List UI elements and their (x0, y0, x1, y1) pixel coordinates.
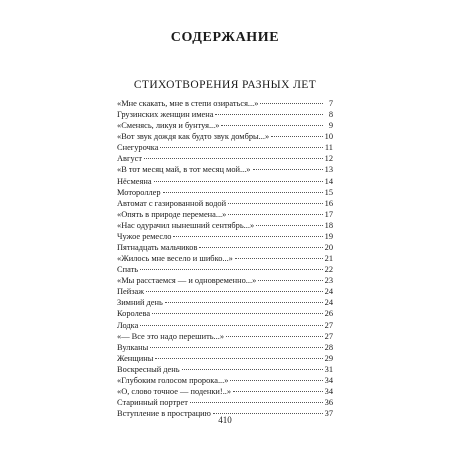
toc-entry-title: Август (117, 154, 143, 164)
toc-dot-leader (226, 336, 323, 337)
toc-dot-leader (260, 103, 323, 104)
table-of-contents (117, 98, 333, 419)
toc-entry[interactable] (117, 164, 333, 175)
toc-entry-page: 37 (324, 409, 333, 419)
toc-dot-leader (221, 125, 323, 126)
toc-entry[interactable] (117, 142, 333, 153)
toc-entry-page: 27 (324, 331, 333, 341)
toc-entry-page: 26 (324, 309, 333, 319)
toc-dot-leader (173, 236, 322, 237)
toc-dot-leader (190, 402, 323, 403)
toc-dot-leader (146, 291, 323, 292)
toc-entry-page: 24 (324, 298, 333, 308)
toc-entry-title: «Глубоким голосом пророка...» (117, 375, 229, 385)
toc-dot-leader (228, 214, 322, 215)
toc-entry-title: Королева (117, 309, 151, 319)
toc-dot-leader (253, 169, 323, 170)
toc-entry-page: 13 (324, 165, 333, 175)
toc-entry-title: «В тот месяц май, в тот месяц мой...» (117, 165, 251, 175)
toc-entry-page: 18 (324, 220, 333, 230)
toc-entry[interactable] (117, 176, 333, 187)
toc-entry-page: 36 (324, 398, 333, 408)
toc-entry-title: «Жилось мне весело и шибко...» (117, 254, 233, 264)
toc-entry-title: Вулканы (117, 342, 149, 352)
toc-entry[interactable] (117, 308, 333, 319)
toc-entry-title: Пятнадцать мальчиков (117, 243, 198, 253)
toc-entry-page: 28 (324, 342, 333, 352)
page-number: 410 (218, 415, 232, 425)
toc-dot-leader (233, 391, 323, 392)
toc-entry-page: 21 (324, 254, 333, 264)
toc-entry-page: 22 (324, 265, 333, 275)
toc-entry-page: 27 (324, 320, 333, 330)
toc-dot-leader (163, 192, 323, 193)
toc-entry-page: 11 (324, 143, 333, 153)
toc-entry[interactable] (117, 209, 333, 220)
toc-dot-leader (155, 358, 322, 359)
toc-dot-leader (150, 347, 322, 348)
toc-entry-title: Автомат с газированной водой (117, 198, 227, 208)
toc-entry-title: Снегурочка (117, 143, 159, 153)
toc-entry[interactable] (117, 353, 333, 364)
toc-entry-page: 16 (324, 198, 333, 208)
toc-entry[interactable] (117, 364, 333, 375)
toc-entry[interactable] (117, 231, 333, 242)
toc-entry[interactable] (117, 242, 333, 253)
toc-entry-page: 7 (328, 99, 333, 108)
toc-entry[interactable] (117, 375, 333, 386)
toc-entry-title: Нёсмеяна (117, 176, 152, 186)
toc-dot-leader (165, 302, 323, 303)
toc-entry-title: Старинный портрет (117, 398, 188, 408)
toc-entry-page: 20 (324, 243, 333, 253)
toc-entry-title: «Вот звук дождя как будто звук домбры...» (117, 132, 270, 142)
toc-entry-title: Женщины (117, 353, 154, 363)
toc-entry-page: 31 (324, 364, 333, 374)
toc-entry-page: 15 (324, 187, 333, 197)
toc-dot-leader (152, 313, 323, 314)
toc-entry[interactable] (117, 253, 333, 264)
toc-entry-title: Чужое ремесло (117, 231, 172, 241)
toc-entry[interactable] (117, 397, 333, 408)
toc-entry-page: 34 (324, 387, 333, 397)
toc-entry-page: 12 (324, 154, 333, 164)
toc-entry-title: Мотороллер (117, 187, 161, 197)
toc-entry-page: 24 (324, 287, 333, 297)
toc-entry[interactable] (117, 220, 333, 231)
toc-entry-title: Воскресный день (117, 364, 180, 374)
toc-dot-leader (235, 258, 323, 259)
toc-entry-page: 29 (324, 353, 333, 363)
toc-entry-title: «Опять в природе перемена...» (117, 209, 227, 219)
toc-entry[interactable] (117, 331, 333, 342)
toc-entry[interactable] (117, 342, 333, 353)
toc-entry[interactable] (117, 286, 333, 297)
toc-dot-leader (154, 181, 323, 182)
toc-entry-page: 17 (324, 209, 333, 219)
toc-entry-page: 23 (324, 276, 333, 286)
toc-entry-page: 10 (324, 132, 333, 142)
toc-entry[interactable] (117, 275, 333, 286)
toc-dot-leader (271, 136, 322, 137)
toc-entry[interactable] (117, 386, 333, 397)
toc-dot-leader (140, 269, 323, 270)
toc-entry-title: Грузинских женщин имена (117, 110, 214, 120)
toc-entry-page: 19 (324, 231, 333, 241)
toc-entry-title: «Нас одурачил нынешний сентябрь...» (117, 220, 255, 230)
toc-entry-page: 14 (324, 176, 333, 186)
toc-entry-title: Спать (117, 265, 139, 275)
toc-entry[interactable] (117, 320, 333, 331)
toc-entry-title: Зимний день (117, 298, 163, 308)
toc-dot-leader (256, 225, 322, 226)
toc-entry[interactable] (117, 297, 333, 308)
toc-entry-title: «— Все это надо перешить...» (117, 331, 225, 341)
toc-dot-leader (199, 247, 322, 248)
toc-entry[interactable] (117, 109, 333, 120)
toc-entry[interactable] (117, 187, 333, 198)
toc-entry-title: Лодка (117, 320, 139, 330)
page-title: СОДЕРЖАНИЕ (170, 30, 280, 45)
toc-dot-leader (144, 158, 323, 159)
toc-entry[interactable] (117, 198, 333, 209)
toc-dot-leader (160, 147, 322, 148)
toc-entry-page: 34 (324, 375, 333, 385)
toc-dot-leader (182, 369, 323, 370)
section-title: СТИХОТВОРЕНИЯ РАЗНЫХ ЛЕТ (133, 79, 317, 91)
toc-entry[interactable] (117, 98, 333, 109)
toc-dot-leader (215, 114, 323, 115)
toc-entry-page: 8 (328, 110, 333, 120)
toc-entry-page: 9 (328, 121, 333, 131)
toc-entry-title: «О, слово точное — поденки!..» (117, 387, 232, 397)
toc-entry[interactable] (117, 153, 333, 164)
toc-entry-title: Вступление в прострацию (117, 409, 211, 419)
toc-entry[interactable] (117, 264, 333, 275)
toc-dot-leader (230, 380, 322, 381)
toc-entry-title: «Мы расстаемся — и одновременно...» (117, 276, 257, 286)
toc-entry[interactable] (117, 131, 333, 142)
toc-entry-title: «Мне скакать, мне в степи озираться...» (117, 99, 259, 108)
toc-dot-leader (258, 280, 322, 281)
toc-entry[interactable] (117, 120, 333, 131)
toc-dot-leader (140, 325, 322, 326)
toc-dot-leader (228, 203, 323, 204)
toc-entry-title: Пейзаж (117, 287, 145, 297)
toc-entry-title: «Сменясь, ликуя и бунтуя...» (117, 121, 220, 131)
